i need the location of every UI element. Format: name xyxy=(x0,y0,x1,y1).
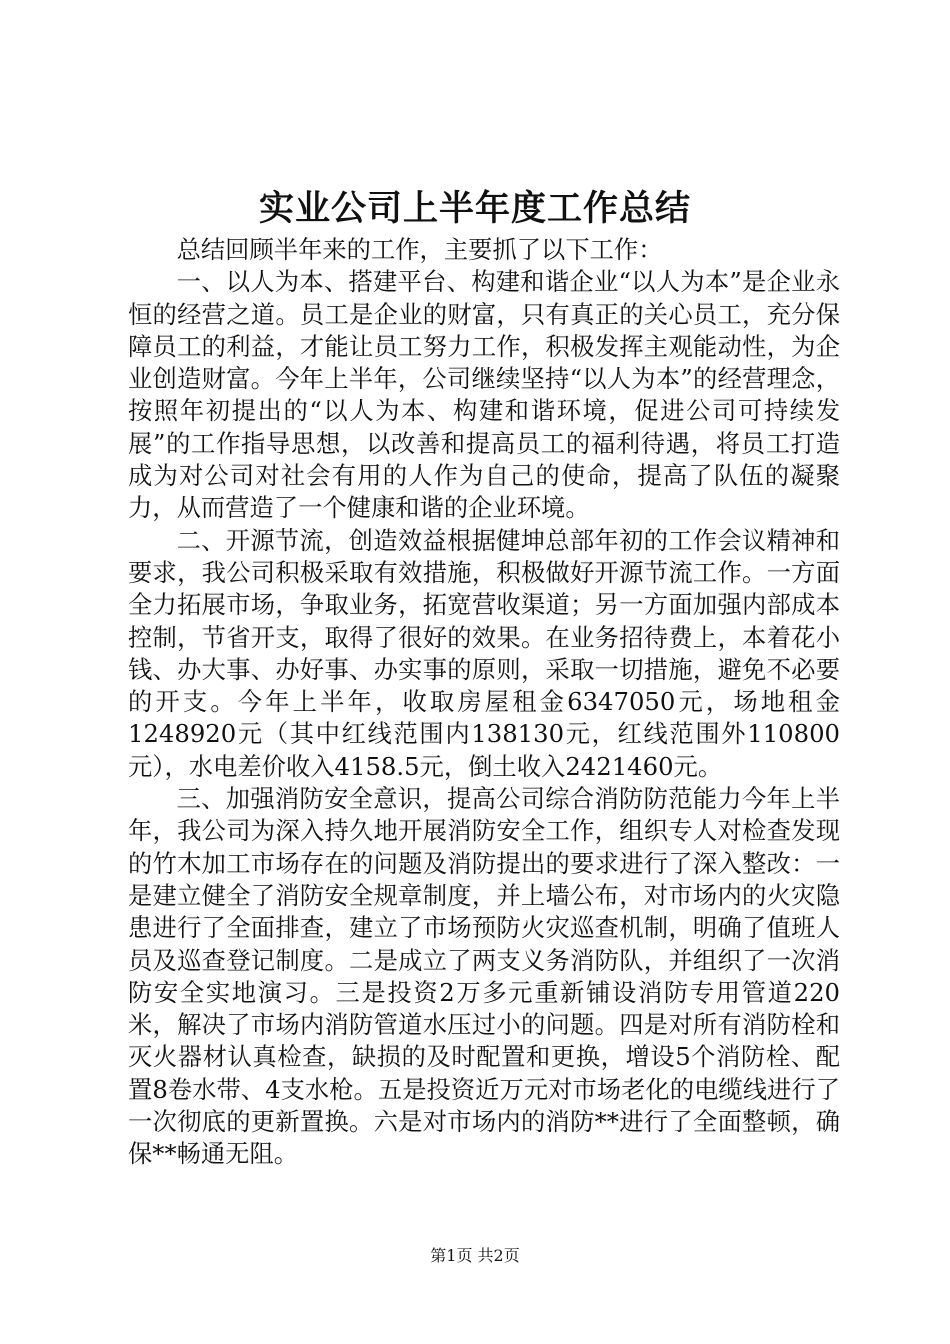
paragraph-intro: 总结回顾半年来的工作，主要抓了以下工作： xyxy=(176,235,663,264)
paragraph-section-3: 三、加强消防安全意识，提高公司综合消防防范能力今年上半年，我公司为深入持久地开展消防安全工作，组织专人对检查发现的竹木加工市场存在的问题及消防提出的要求进行了深入整改：一是建立健全了消防安全规章制度，并上墙公布，对市场内的火灾隐患进行了全面排查，建立了市场预防火灾巡查机制，明确了值班人员及巡查登记制度。二是成立了两支义务消防队，并组织了一次消防安全实地演习。三是投资2万多元重新铺设消防专用管道220米，解决了市场内消防管道水压过小的问题。四是对所有消防栓和灭火器材认真检查，缺损的及时配置和更换，增设5个消防栓、配置8卷水带、4支水枪。五是投资近万元对市场老化的电缆线进行了一次彻底的更新置换。六是对市场内的消防**进行了全面整顿，确保**畅通无阻。 xyxy=(128,784,840,1169)
document-body xyxy=(128,234,840,1171)
document-title: 实业公司上半年度工作总结 xyxy=(258,188,691,229)
page-number-footer: 第1页 共2页 xyxy=(430,1246,520,1265)
paragraph-section-1: 一、以人为本、搭建平台、构建和谐企业“以人为本”是企业永恒的经营之道。员工是企业的财富，只有真正的关心员工，充分保障员工的利益，才能让员工努力工作，积极发挥主观能动性，为企业创造财富。今年上半年，公司继续坚持“以人为本”的经营理念，按照年初提出的“以人为本、构建和谐环境，促进公司可持续发展”的工作指导思想，以改善和提高员工的福利待遇，将员工打造成为对公司对社会有用的人作为自己的使命，提高了队伍的凝聚力，从而营造了一个健康和谐的企业环境。 xyxy=(128,267,840,523)
paragraph-section-2: 二、开源节流，创造效益根据健坤总部年初的工作会议精神和要求，我公司积极采取有效措施，积极做好开源节流工作。一方面全力拓展市场，争取业务，拓宽营收渠道；另一方面加强内部成本控制，节省开支，取得了很好的效果。在业务招待费上，本着花小钱、办大事、办好事、办实事的原则，采取一切措施，避免不必要的开支。今年上半年，收取房屋租金6347050元，场地租金1248920元（其中红线范围内138130元，红线范围外110800元），水电差价收入4158.5元，倒土收入2421460元。 xyxy=(128,525,840,781)
